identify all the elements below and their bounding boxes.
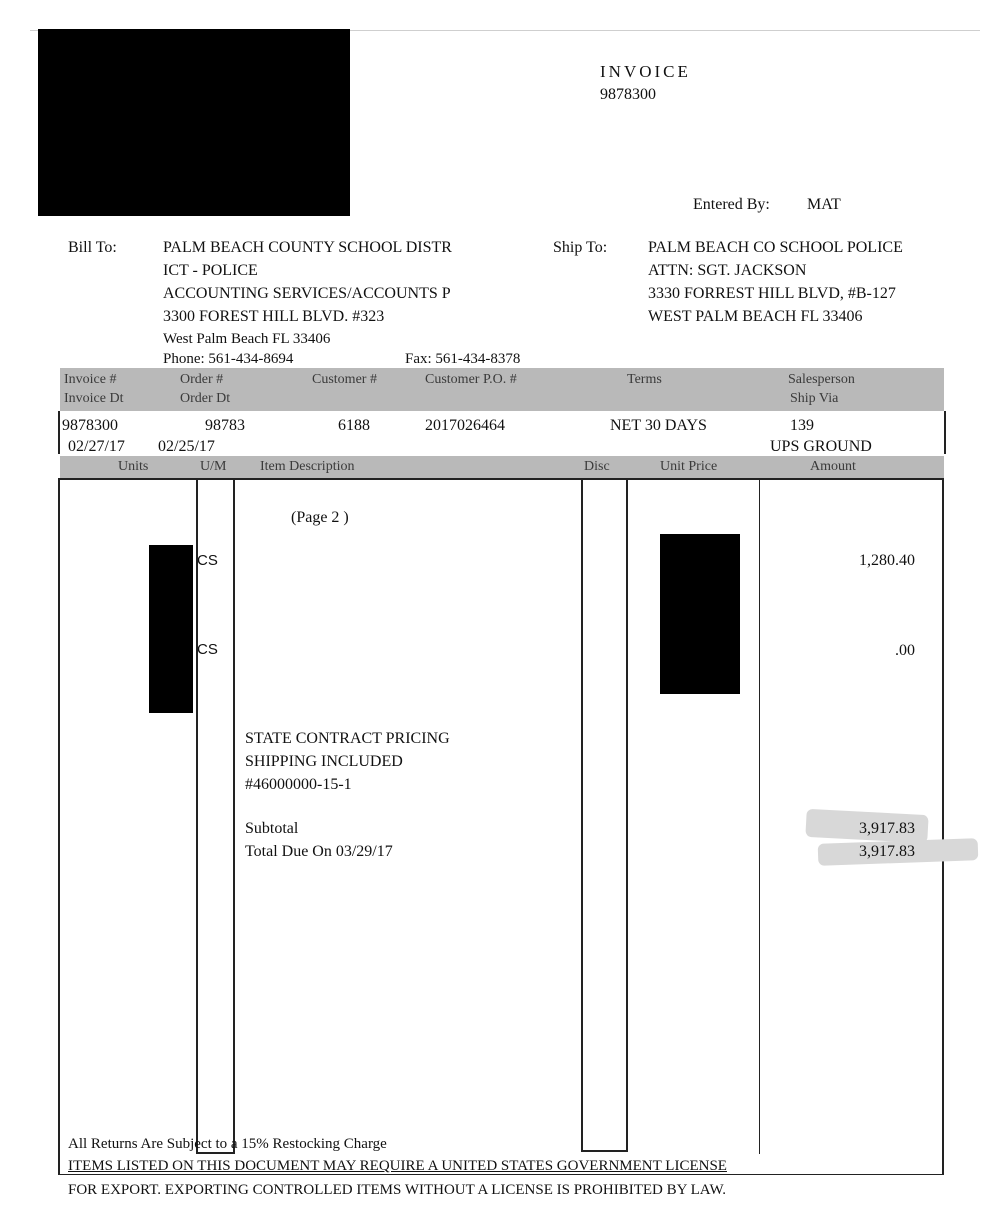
invoice-number: 9878300 bbox=[600, 86, 656, 103]
ship-to-label: Ship To: bbox=[553, 239, 608, 256]
bill-to-line: ICT - POLICE bbox=[163, 262, 258, 279]
item-table-bottom-rule bbox=[58, 1174, 944, 1175]
item-amount: 1,280.40 bbox=[859, 552, 915, 569]
entered-by-label: Entered By: bbox=[693, 196, 770, 213]
bill-to-line: ACCOUNTING SERVICES/ACCOUNTS P bbox=[163, 285, 451, 302]
col-unit-price-header: Unit Price bbox=[660, 459, 718, 474]
item-table-top-rule bbox=[58, 478, 944, 480]
export-license-line2: FOR EXPORT. EXPORTING CONTROLLED ITEMS WITHOUT A LICENSE IS PROHIBITED BY LAW. bbox=[68, 1182, 726, 1198]
redacted-logo-block bbox=[38, 29, 350, 216]
invoice-title: INVOICE bbox=[600, 62, 691, 81]
salesperson-value: 139 bbox=[790, 417, 814, 434]
redacted-units bbox=[149, 545, 193, 713]
invoice-no-value: 9878300 bbox=[62, 417, 118, 434]
item-um: CS bbox=[197, 641, 218, 658]
col-units-header: Units bbox=[118, 459, 149, 474]
col-amount-header: Amount bbox=[810, 459, 856, 474]
note-line: SHIPPING INCLUDED bbox=[245, 753, 403, 770]
col-customer-no-header: Customer # bbox=[312, 372, 377, 387]
order-no-value: 98783 bbox=[205, 417, 245, 434]
ship-to-line: 3330 FORREST HILL BLVD, #B-127 bbox=[648, 285, 896, 302]
col-po-header: Customer P.O. # bbox=[425, 372, 517, 387]
bill-to-line: West Palm Beach FL 33406 bbox=[163, 331, 331, 347]
col-invoice-dt-header: Invoice Dt bbox=[64, 391, 124, 406]
subtotal-value: 3,917.83 bbox=[859, 820, 915, 837]
ship-to-line: WEST PALM BEACH FL 33406 bbox=[648, 308, 863, 325]
returns-policy: All Returns Are Subject to a 15% Restocking Charge bbox=[68, 1136, 387, 1152]
po-no-value: 2017026464 bbox=[425, 417, 505, 434]
ship-via-value: UPS GROUND bbox=[770, 438, 872, 455]
disc-col-left-rule bbox=[581, 478, 583, 1152]
note-line: STATE CONTRACT PRICING bbox=[245, 730, 450, 747]
item-amount: .00 bbox=[895, 642, 915, 659]
item-table-right-border bbox=[942, 478, 944, 1175]
bill-to-fax: Fax: 561-434-8378 bbox=[405, 351, 521, 367]
col-invoice-no-header: Invoice # bbox=[64, 372, 117, 387]
col-order-dt-header: Order Dt bbox=[180, 391, 231, 406]
order-dt-value: 02/25/17 bbox=[158, 438, 215, 455]
page-label: (Page 2 ) bbox=[291, 509, 349, 526]
total-due-label: Total Due On 03/29/17 bbox=[245, 843, 393, 860]
item-um: CS bbox=[197, 552, 218, 569]
col-terms-header: Terms bbox=[627, 372, 662, 387]
bill-to-phone: Phone: 561-434-8694 bbox=[163, 351, 294, 367]
um-col-left-rule bbox=[196, 478, 198, 1154]
bill-to-label: Bill To: bbox=[68, 239, 117, 256]
col-salesperson-header: Salesperson bbox=[788, 372, 855, 387]
col-ship-via-header: Ship Via bbox=[790, 391, 839, 406]
ship-to-line: ATTN: SGT. JACKSON bbox=[648, 262, 807, 279]
col-description-header: Item Description bbox=[260, 459, 355, 474]
total-due-value: 3,917.83 bbox=[859, 843, 915, 860]
col-disc-header: Disc bbox=[584, 459, 610, 474]
item-table-left-border bbox=[58, 478, 60, 1175]
invoice-dt-value: 02/27/17 bbox=[68, 438, 125, 455]
col-order-no-header: Order # bbox=[180, 372, 224, 387]
um-col-right-rule bbox=[233, 478, 235, 1154]
disc-col-bottom-rule bbox=[581, 1150, 628, 1152]
amount-col-left-rule bbox=[759, 478, 760, 1154]
bill-to-line: 3300 FOREST HILL BLVD. #323 bbox=[163, 308, 385, 325]
disc-col-right-rule bbox=[626, 478, 628, 1152]
redacted-unit-price bbox=[660, 534, 740, 694]
col-um-header: U/M bbox=[200, 459, 227, 474]
entered-by-value: MAT bbox=[807, 196, 841, 213]
customer-no-value: 6188 bbox=[338, 417, 370, 434]
bill-to-line: PALM BEACH COUNTY SCHOOL DISTR bbox=[163, 239, 452, 256]
terms-value: NET 30 DAYS bbox=[610, 417, 707, 434]
note-line: #46000000-15-1 bbox=[245, 776, 352, 793]
export-license-line1: ITEMS LISTED ON THIS DOCUMENT MAY REQUIRE A UNITED STATES GOVERNMENT LICENSE bbox=[68, 1158, 727, 1174]
ship-to-line: PALM BEACH CO SCHOOL POLICE bbox=[648, 239, 903, 256]
subtotal-label: Subtotal bbox=[245, 820, 299, 837]
